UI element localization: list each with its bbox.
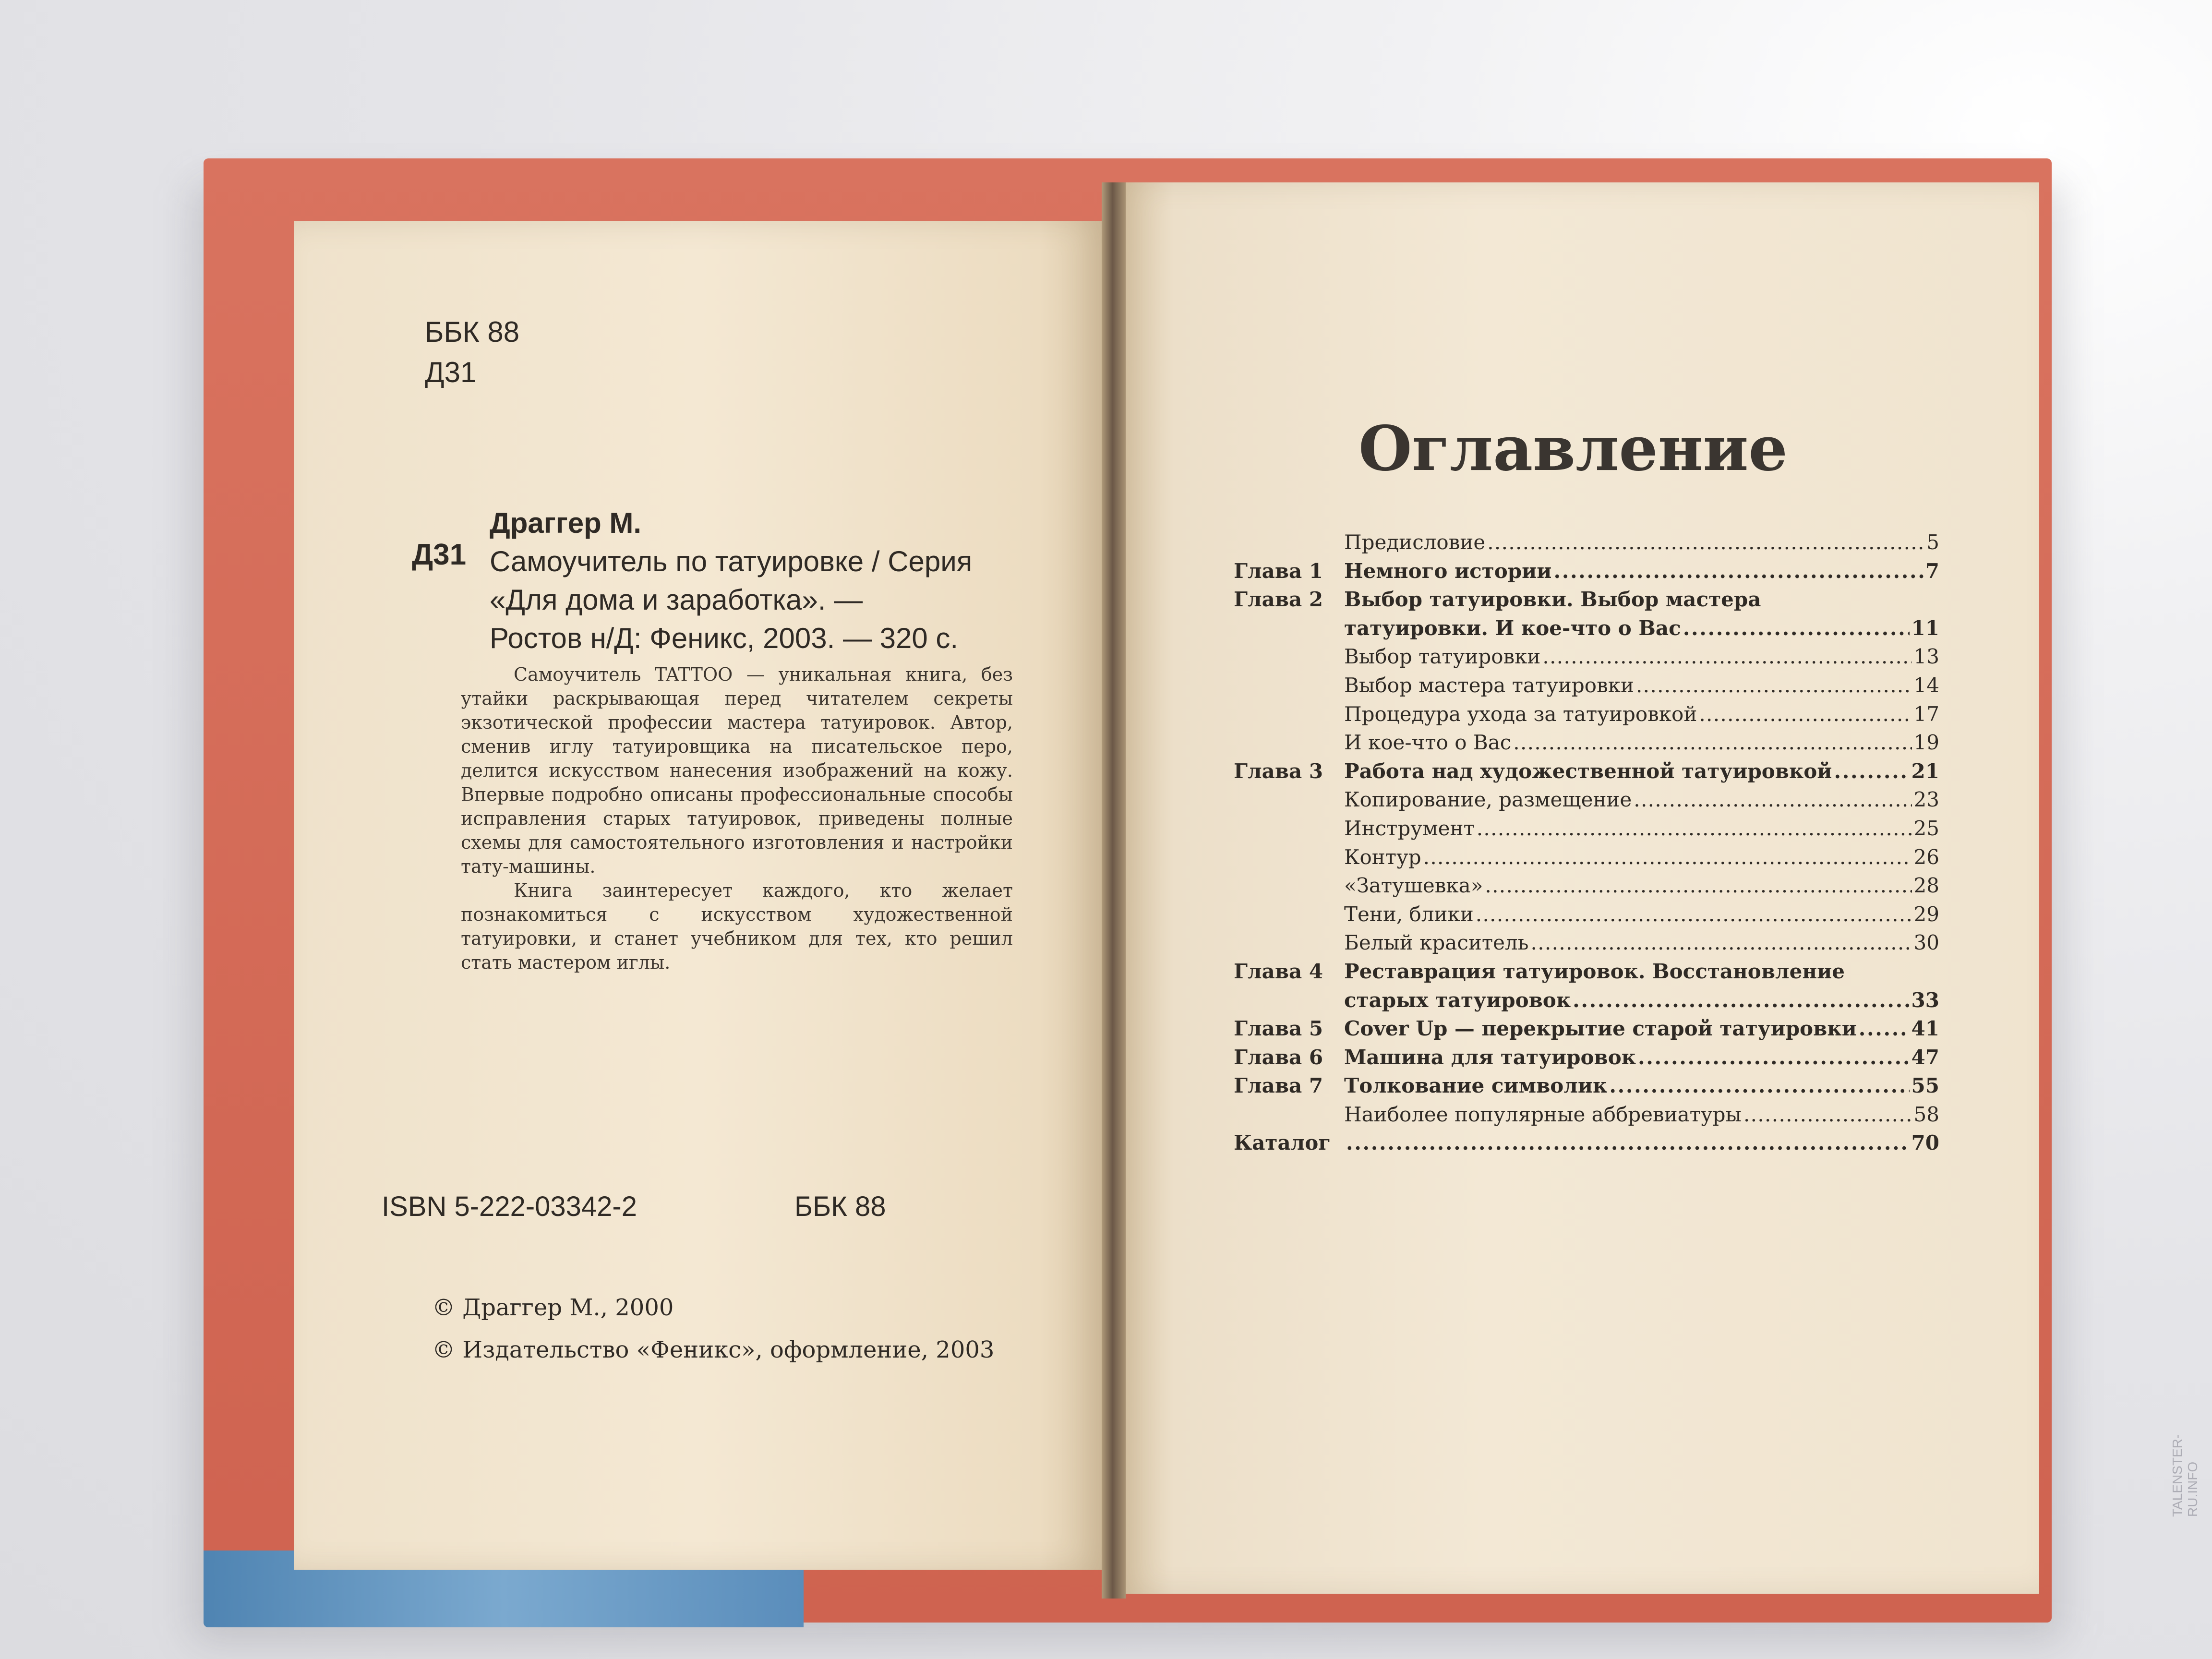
toc-page-number: 30 [1913,931,1939,955]
toc-chapter-label: Глава 5 [1234,1017,1323,1041]
toc-entry [1234,1100,1939,1129]
annotation-paragraph: Книга заинтересует каждого, кто желает познакомиться с искусством художественной татуировки, и станет учебником для тех, кто решил стать мастером иглы. [461,880,1013,973]
toc-entry [1234,700,1939,729]
table-of-contents [1234,528,1939,1157]
toc-page-number: 70 [1911,1131,1939,1155]
book-title-line: Самоучитель по татуировке / Серия [490,545,973,577]
series-line: «Для дома и заработка». — [490,584,863,616]
toc-leader-dots [1573,986,1909,1015]
toc-page-number: 41 [1911,1017,1939,1041]
toc-entry-title: Предисловие [1344,530,1486,554]
toc-leader-dots [1487,528,1924,557]
toc-leader-dots [1609,1071,1909,1100]
watermark: TALENSTER-RU.INFO [2170,1434,2200,1517]
toc-entry [1234,557,1939,586]
toc-leader-dots [1346,1129,1910,1157]
toc-entry [1234,928,1939,957]
toc-chapter-label: Глава 6 [1234,1045,1323,1069]
publisher-line: Ростов н/Д: Феникс, 2003. — 320 с. [490,622,959,654]
toc-chapter-label: Глава 1 [1234,559,1323,583]
toc-entry-title: Машина для татуировок [1344,1045,1636,1069]
toc-leader-dots [1485,871,1911,900]
toc-page-number: 5 [1926,530,1939,554]
toc-entry [1234,843,1939,872]
toc-entry-title: Инструмент [1344,816,1475,840]
toc-entry-title: Выбор мастера татуировки [1344,673,1634,697]
toc-chapter-label: Глава 4 [1234,959,1323,983]
toc-chapter-label: Каталог [1234,1131,1331,1155]
copyright-publisher: © Издательство «Феникс», оформление, 2003 [432,1336,995,1363]
toc-entry-title: «Затушевка» [1344,874,1483,898]
toc-page-number: 47 [1911,1045,1939,1069]
toc-entry [1234,614,1939,643]
copyright-block [432,1286,994,1371]
author-name: Драггер М. [490,507,642,539]
toc-entry [1234,757,1939,786]
toc-entry-title: Cover Up — перекрытие старой татуировки [1344,1017,1857,1041]
isbn: ISBN 5-222-03342-2 [382,1191,637,1222]
toc-entry [1234,1014,1939,1043]
copyright-author: © Драггер М., 2000 [432,1294,674,1321]
toc-entry [1234,957,1939,986]
toc-entry [1234,871,1939,900]
toc-entry-title: Белый краситель [1344,931,1529,955]
toc-page-number: 58 [1913,1102,1939,1126]
toc-entry [1234,785,1939,814]
toc-entry [1234,986,1939,1015]
toc-page-number: 14 [1913,673,1939,697]
toc-leader-dots [1636,671,1912,700]
toc-leader-dots [1634,785,1911,814]
toc-page-number: 28 [1913,874,1939,898]
toc-page-number: 23 [1913,788,1939,812]
toc-leader-dots [1477,814,1912,843]
toc-entry [1234,1043,1939,1072]
toc-leader-dots [1683,614,1910,643]
toc-title: Оглавление [1358,413,1788,485]
toc-entry-title: Немного истории [1344,559,1552,583]
toc-page-number: 25 [1913,816,1939,840]
toc-leader-dots [1542,642,1911,671]
toc-page-number: 19 [1913,731,1939,755]
toc-leader-dots [1834,757,1909,786]
bibliographic-record [490,504,972,658]
toc-page-number: 33 [1911,988,1939,1012]
toc-leader-dots [1638,1043,1910,1072]
toc-entry-title: Копирование, размещение [1344,788,1632,812]
toc-leader-dots [1743,1100,1912,1129]
toc-entry-title: Тени, блики [1344,902,1474,926]
toc-chapter-label: Глава 3 [1234,759,1323,783]
toc-page-number: 55 [1911,1074,1939,1098]
book-spine [1102,182,1126,1599]
toc-chapter-label: Глава 2 [1234,588,1323,612]
toc-page-number: 17 [1913,702,1939,726]
toc-entry [1234,728,1939,757]
toc-entry-title: Выбор татуировки. Выбор мастера [1344,588,1761,612]
toc-entry-title: Контур [1344,845,1421,869]
toc-entry-title: старых татуировок [1344,988,1571,1012]
toc-entry-title: Выбор татуировки [1344,645,1541,669]
toc-entry [1234,528,1939,557]
bbk-code-bottom: ББК 88 [794,1191,886,1222]
toc-leader-dots [1553,557,1923,586]
toc-entry [1234,585,1939,614]
toc-leader-dots [1513,728,1911,757]
toc-entry-title: Толкование символик [1344,1074,1608,1098]
annotation [461,662,1013,974]
toc-page-number: 7 [1925,559,1939,583]
toc-chapter-label: Глава 7 [1234,1074,1323,1098]
toc-leader-dots [1859,1014,1910,1043]
toc-entry [1234,1129,1939,1157]
toc-leader-dots [1423,843,1912,872]
bbk-code-top: ББК 88 Д31 [425,316,520,388]
toc-leader-dots [1531,928,1912,957]
author-index: Д31 [412,538,467,571]
toc-page-number: 29 [1913,902,1939,926]
annotation-paragraph: Самоучитель TATTOO — уникальная книга, без утайки раскрывающая перед читателем секреты экзотической профессии мастера татуировок. Автор, сменив иглу татуировщика на писательское перо, делится искусством нанесения изображений на кожу. Впервые подробно описаны профессиональные способы исправления старых татуировок, приведены полные схемы для самостоятельного изготовления и настройки тату-машины. [461,664,1013,877]
toc-entry-title: Работа над художественной татуировкой [1344,759,1832,783]
toc-page-number: 13 [1913,645,1939,669]
toc-page-number: 26 [1913,845,1939,869]
toc-page-number: 21 [1911,759,1939,783]
toc-entry [1234,814,1939,843]
toc-leader-dots [1699,700,1911,729]
toc-entry-title: Наиболее популярные аббревиатуры [1344,1102,1742,1126]
toc-entry-title: Реставрация татуировок. Восстановление [1344,959,1845,983]
toc-entry [1234,642,1939,671]
toc-leader-dots [1476,900,1912,929]
toc-entry-title: татуировки. И кое-что о Вас [1344,616,1681,640]
toc-entry-title: И кое-что о Вас [1344,731,1512,755]
toc-entry [1234,671,1939,700]
toc-entry [1234,900,1939,929]
toc-entry-title: Процедура ухода за татуировкой [1344,702,1697,726]
toc-page-number: 11 [1911,616,1939,640]
toc-entry [1234,1071,1939,1100]
